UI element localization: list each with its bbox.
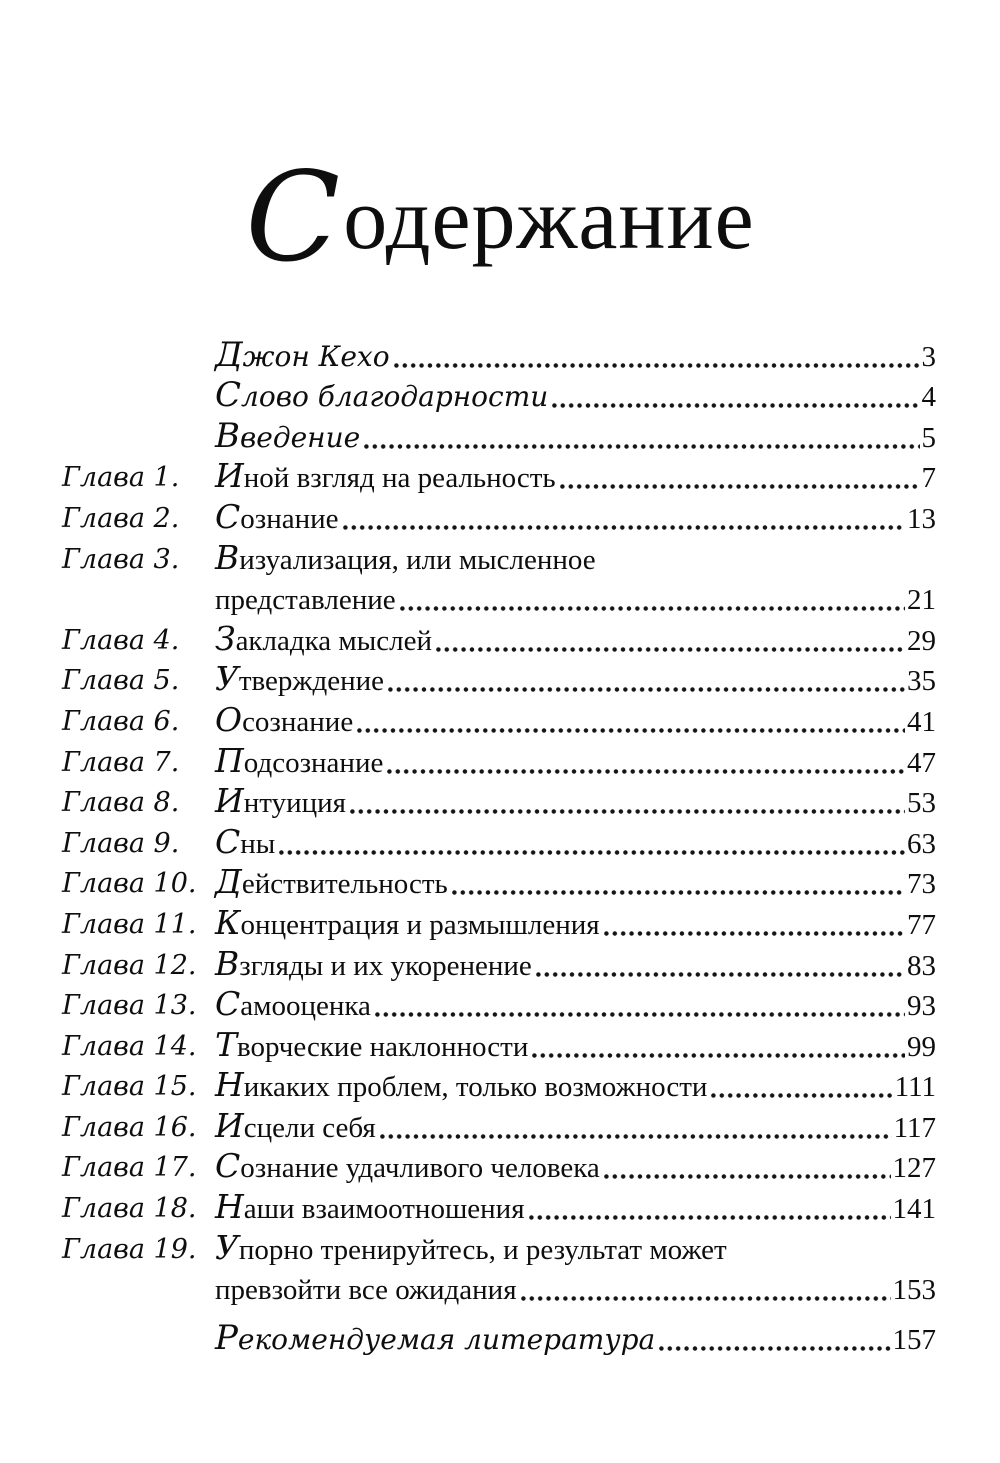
toc-entry bbox=[62, 659, 936, 700]
page-number: 77 bbox=[907, 908, 936, 941]
toc-entry bbox=[62, 1227, 936, 1268]
entry-title: Визуализация, или мысленное bbox=[215, 537, 596, 577]
page-number: 35 bbox=[907, 665, 936, 698]
chapter-label: Глава 9. bbox=[62, 827, 180, 859]
entry-title: Действительность bbox=[215, 862, 448, 902]
chapter-label: Глава 8. bbox=[62, 787, 180, 819]
toc-entry-continuation bbox=[62, 578, 936, 619]
decorative-initial: И bbox=[215, 781, 244, 821]
entry-title: Упорно тренируйтесь, и результат может bbox=[215, 1227, 727, 1267]
page-number: 63 bbox=[907, 827, 936, 860]
page-number: 111 bbox=[894, 1071, 936, 1104]
dot-leader bbox=[560, 484, 920, 489]
chapter-label: Глава 7. bbox=[62, 746, 180, 778]
dot-leader bbox=[388, 687, 905, 692]
dot-leader bbox=[350, 809, 905, 814]
entry-title: Концентрация и размышления bbox=[215, 902, 600, 942]
dot-leader bbox=[375, 1012, 905, 1017]
toc-entry bbox=[62, 862, 936, 903]
toc-entry bbox=[62, 1065, 936, 1106]
chapter-label: Глава 14. bbox=[62, 1030, 197, 1062]
entry-title: Сны bbox=[215, 821, 276, 861]
toc-entry bbox=[62, 618, 936, 659]
dot-leader bbox=[436, 647, 905, 652]
toc-entry-continuation bbox=[62, 1268, 936, 1309]
page-number: 83 bbox=[907, 949, 936, 982]
chapter-label: Глава 11. bbox=[62, 908, 197, 940]
entry-title: Сознание удачливого человека bbox=[215, 1146, 600, 1186]
entry-title-continued: превзойти все ожидания bbox=[215, 1274, 517, 1307]
entry-title: Утверждение bbox=[215, 659, 385, 699]
decorative-initial: З bbox=[215, 618, 236, 658]
entry-title: Самооценка bbox=[215, 984, 371, 1024]
decorative-initial: О bbox=[215, 699, 243, 739]
chapter-label: Глава 18. bbox=[62, 1193, 197, 1225]
dot-leader bbox=[343, 525, 905, 530]
entry-title: Введение bbox=[215, 415, 361, 456]
dot-leader bbox=[711, 1093, 892, 1098]
decorative-initial: И bbox=[215, 456, 244, 496]
page-number: 13 bbox=[907, 502, 936, 535]
dot-leader bbox=[604, 931, 905, 936]
entry-title: Творческие наклонности bbox=[215, 1024, 529, 1064]
decorative-initial: Н bbox=[215, 1187, 244, 1227]
chapter-label: Глава 6. bbox=[62, 705, 180, 737]
entry-title: Осознание bbox=[215, 699, 354, 739]
entry-title: Джон Кехо bbox=[215, 334, 390, 375]
toc-entry bbox=[62, 1186, 936, 1227]
page-number: 5 bbox=[921, 421, 936, 454]
decorative-initial: В bbox=[215, 415, 240, 456]
page-number: 3 bbox=[921, 340, 936, 373]
page-number: 21 bbox=[907, 584, 936, 617]
toc-entry bbox=[62, 456, 936, 497]
toc-entry bbox=[62, 1105, 936, 1146]
chapter-label: Глава 13. bbox=[62, 990, 197, 1022]
decorative-initial: Д bbox=[215, 862, 242, 902]
dot-leader bbox=[604, 1174, 891, 1179]
entry-title: Никаких проблем, только возможности bbox=[215, 1065, 708, 1105]
page-title: Содержание bbox=[245, 146, 755, 290]
toc-entry bbox=[62, 781, 936, 822]
toc-list bbox=[62, 334, 936, 1358]
decorative-initial: К bbox=[215, 902, 241, 942]
decorative-initial: С bbox=[215, 821, 241, 861]
dot-leader bbox=[357, 728, 905, 733]
toc-entry bbox=[62, 821, 936, 862]
page-number: 41 bbox=[907, 705, 936, 738]
page-number: 73 bbox=[907, 868, 936, 901]
dot-leader bbox=[394, 363, 920, 368]
chapter-label: Глава 3. bbox=[62, 543, 180, 575]
toc-entry bbox=[62, 415, 936, 456]
decorative-initial: Д bbox=[215, 334, 243, 375]
entry-title: Взгляды и их укоренение bbox=[215, 943, 532, 983]
chapter-label: Глава 10. bbox=[62, 868, 197, 900]
page-number: 99 bbox=[907, 1030, 936, 1063]
decorative-initial: Н bbox=[215, 1065, 244, 1105]
entry-title: Интуиция bbox=[215, 781, 346, 821]
decorative-initial: С bbox=[215, 496, 241, 536]
decorative-initial: И bbox=[215, 1105, 244, 1145]
toc-entry bbox=[62, 496, 936, 537]
toc-entry bbox=[62, 1024, 936, 1065]
page-number: 117 bbox=[893, 1111, 936, 1144]
chapter-label: Глава 5. bbox=[62, 665, 180, 697]
decorative-initial: В bbox=[215, 537, 240, 577]
entry-title: Сознание bbox=[215, 496, 339, 536]
entry-title: Слово благодарности bbox=[215, 375, 549, 416]
chapter-label: Глава 4. bbox=[62, 624, 180, 656]
chapter-label: Глава 17. bbox=[62, 1152, 197, 1184]
decorative-initial: С bbox=[215, 375, 242, 416]
dot-leader bbox=[552, 403, 919, 408]
entry-title: Рекомендуемая литература bbox=[215, 1317, 656, 1358]
dot-leader bbox=[400, 606, 905, 611]
decorative-initial: Т bbox=[215, 1024, 238, 1064]
dot-leader bbox=[364, 444, 919, 449]
dot-leader bbox=[659, 1346, 890, 1351]
page-number: 93 bbox=[907, 990, 936, 1023]
entry-title: Закладка мыслей bbox=[215, 618, 432, 658]
entry-title-continued: представление bbox=[215, 584, 396, 617]
toc-entry bbox=[62, 984, 936, 1025]
entry-title: Исцели себя bbox=[215, 1105, 376, 1145]
decorative-initial: С bbox=[215, 1146, 241, 1186]
entry-title: Подсознание bbox=[215, 740, 384, 780]
decorative-initial: В bbox=[215, 943, 240, 983]
dot-leader bbox=[532, 1053, 905, 1058]
toc-entry bbox=[62, 902, 936, 943]
chapter-label: Глава 15. bbox=[62, 1071, 197, 1103]
toc-entry bbox=[62, 1317, 936, 1358]
page-number: 7 bbox=[921, 462, 936, 495]
toc-entry bbox=[62, 537, 936, 578]
dot-leader bbox=[452, 890, 905, 895]
dot-leader bbox=[521, 1296, 891, 1301]
toc-entry bbox=[62, 375, 936, 416]
toc-entry bbox=[62, 740, 936, 781]
dot-leader bbox=[279, 850, 905, 855]
decorative-initial: С bbox=[245, 146, 342, 290]
entry-title: Иной взгляд на реальность bbox=[215, 456, 556, 496]
page-number: 29 bbox=[907, 624, 936, 657]
dot-leader bbox=[380, 1134, 892, 1139]
toc-entry bbox=[62, 943, 936, 984]
dot-leader bbox=[536, 972, 905, 977]
toc-entry bbox=[62, 699, 936, 740]
page-number: 127 bbox=[892, 1152, 936, 1185]
toc-entry bbox=[62, 1146, 936, 1187]
toc-entry bbox=[62, 334, 936, 375]
chapter-label: Глава 1. bbox=[62, 462, 180, 494]
page-number: 47 bbox=[907, 746, 936, 779]
decorative-initial: У bbox=[215, 1227, 239, 1267]
page-number: 157 bbox=[892, 1323, 936, 1356]
decorative-initial: Р bbox=[215, 1317, 238, 1358]
dot-leader bbox=[529, 1215, 891, 1220]
decorative-initial: С bbox=[215, 984, 241, 1024]
entry-title: Наши взаимоотношения bbox=[215, 1187, 525, 1227]
dot-leader bbox=[387, 769, 905, 774]
page-number: 53 bbox=[907, 787, 936, 820]
page-number: 141 bbox=[892, 1193, 936, 1226]
chapter-label: Глава 2. bbox=[62, 502, 180, 534]
chapter-label: Глава 19. bbox=[62, 1233, 197, 1265]
page-number: 4 bbox=[921, 381, 936, 414]
chapter-label: Глава 16. bbox=[62, 1111, 197, 1143]
chapter-label: Глава 12. bbox=[62, 949, 197, 981]
decorative-initial: П bbox=[215, 740, 244, 780]
decorative-initial: У bbox=[215, 659, 239, 699]
page-number: 153 bbox=[892, 1274, 936, 1307]
